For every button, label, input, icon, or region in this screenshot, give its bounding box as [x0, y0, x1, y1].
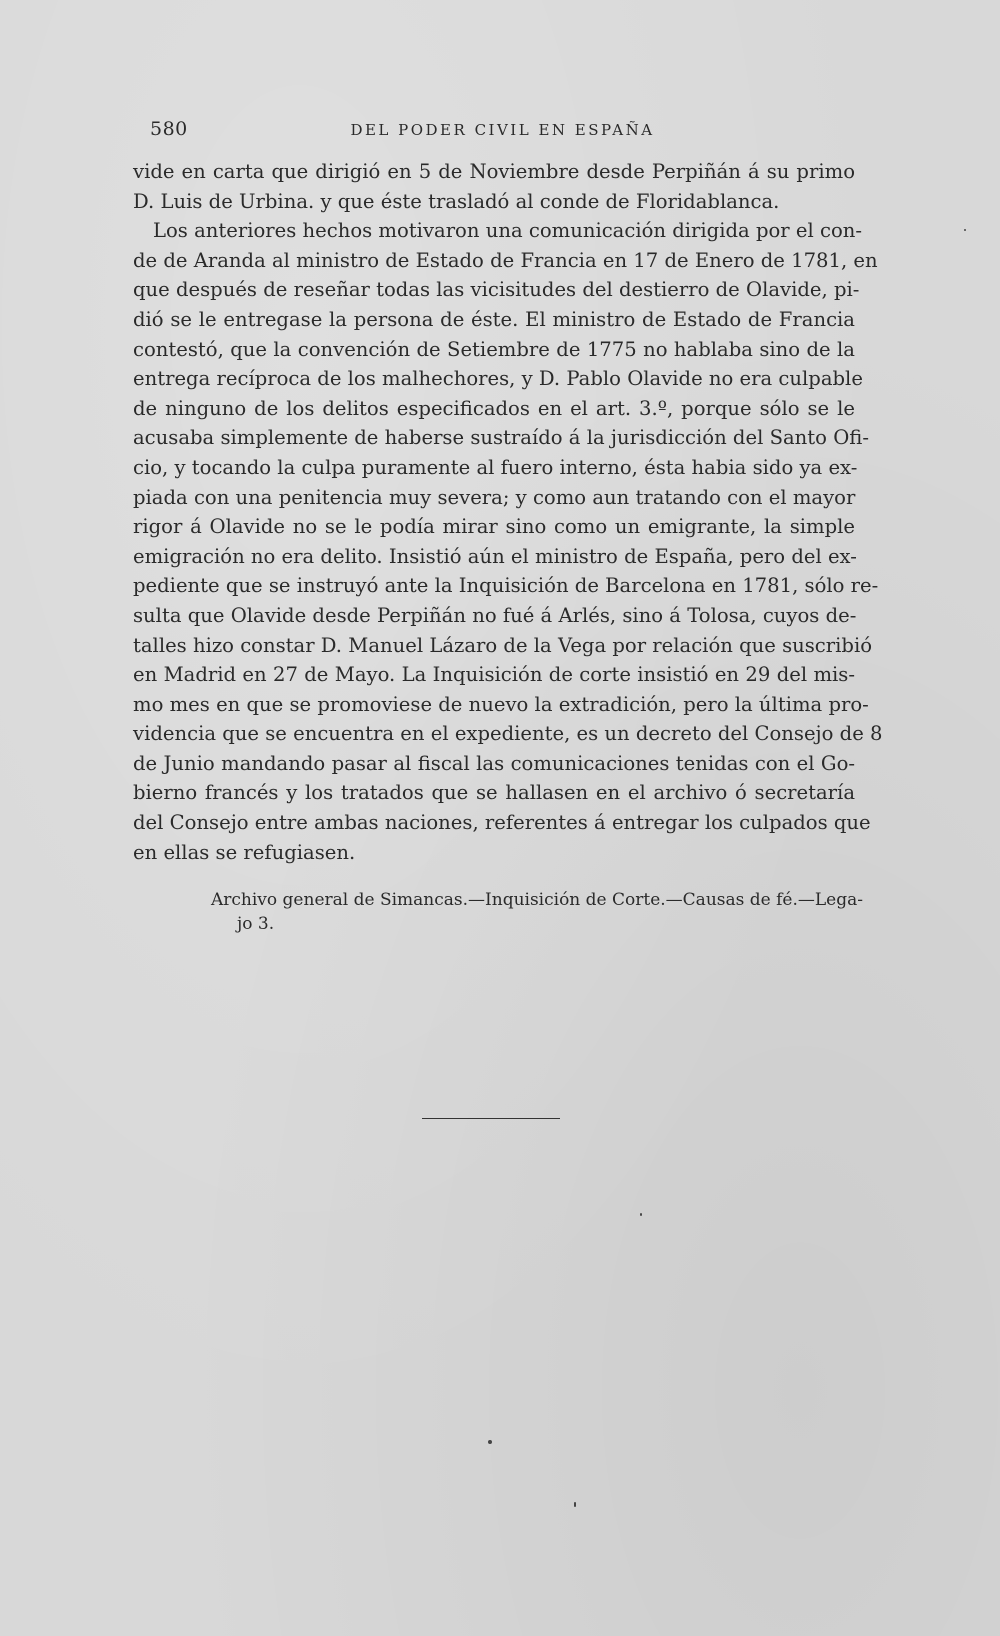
text-line: bierno francés y los tratados que se hallasen en el archivo ó secretaría [133, 781, 855, 805]
text-line: D. Luis de Urbina. y que éste trasladó al conde de Floridablanca. [133, 189, 780, 213]
text-line: piada con una penitencia muy severa; y como aun tratando con el mayor [133, 485, 856, 509]
text-line: vide en carta que dirigió en 5 de Noviembre desde Perpiñán á su primo [133, 160, 855, 183]
page-number: 580 [150, 118, 188, 140]
text-line: talles hizo constar D. Manuel Lázaro de la Vega por relación que suscribió [133, 633, 873, 657]
text-line: pediente que se instruyó ante la Inquisición de Barcelona en 1781, sólo re- [133, 574, 879, 598]
section-divider [422, 1118, 560, 1119]
text-line: acusaba simplemente de haberse sustraído á la jurisdicción del Santo Ofi- [133, 426, 869, 450]
paper-speck [640, 1213, 642, 1216]
text-line: en Madrid en 27 de Mayo. La Inquisición de corte insistió en 29 del mis- [133, 663, 855, 687]
text-line: dió se le entregase la persona de éste. El ministro de Estado de Francia [133, 307, 855, 331]
text-line: mo mes en que se promoviese de nuevo la extradición, pero la última pro- [133, 692, 869, 716]
text-line: emigración no era delito. Insistió aún el ministro de España, pero del ex- [133, 544, 857, 568]
paper-speck [574, 1502, 576, 1507]
paper-speck [488, 1440, 492, 1444]
text-line: de Junio mandando pasar al fiscal las comunicaciones tenidas con el Go- [133, 751, 855, 775]
text-line: que después de reseñar todas las vicisitudes del destierro de Olavide, pi- [133, 278, 860, 302]
text-line: sulta que Olavide desde Perpiñán no fué á Arlés, sino á Tolosa, cuyos de- [133, 603, 857, 627]
source-footnote [211, 888, 863, 936]
body-text [133, 157, 883, 867]
page-header [150, 118, 855, 142]
text-line: videncia que se encuentra en el expediente, es un decreto del Consejo de 8 [133, 722, 883, 746]
footnote-line: Archivo general de Simancas.—Inquisición de Corte.—Causas de fé.—Lega- [211, 890, 863, 910]
text-line: en ellas se refugiasen. [133, 840, 356, 864]
text-line: cio, y tocando la culpa puramente al fuero interno, ésta habia sido ya ex- [133, 455, 858, 479]
text-line: entrega recíproca de los malhechores, y D. Pablo Olavide no era culpable [133, 367, 863, 391]
footnote-line: jo 3. [237, 914, 275, 934]
text-line: contestó, que la convención de Setiembre de 1775 no hablaba sino de la [133, 337, 855, 361]
text-line: Los anteriores hechos motivaron una comunicación dirigida por el con- [153, 219, 862, 243]
running-title: DEL PODER CIVIL EN ESPAÑA [350, 121, 655, 139]
text-line: de de Aranda al ministro de Estado de Francia en 17 de Enero de 1781, en [133, 248, 878, 272]
paper-speck [964, 229, 966, 231]
text-line: rigor á Olavide no se le podía mirar sino como un emigrante, la simple [133, 515, 855, 539]
text-line: de ninguno de los delitos especificados en el art. 3.º, porque sólo se le [133, 396, 855, 420]
text-line: del Consejo entre ambas naciones, referentes á entregar los culpados que [133, 811, 871, 835]
